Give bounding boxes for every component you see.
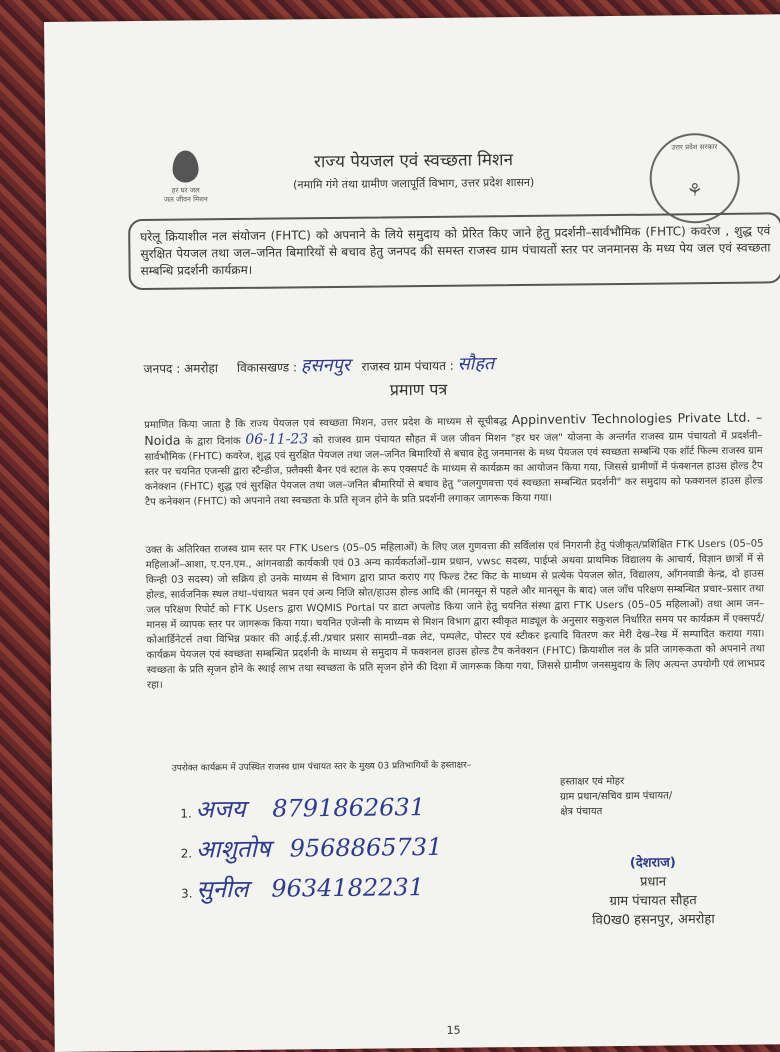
up-government-seal: उत्तर प्रदेश सरकार ⚘ [649,133,740,224]
signatory-phone: 9568865731 [289,832,443,863]
district-value: अमरोहा [184,361,219,376]
program-date: 06-11-23 [245,431,309,448]
page-subtitle: (नमामि गंगे तथा ग्रामीण जलापूर्ति विभाग, उत्तर प्रदेश शासन) [293,175,535,192]
signatories-intro: उपरोक्त कार्यक्रम में उपस्थित राजस्व ग्राम पंचायत स्तर के मुख्य 03 प्रतिभागियों के हस्ताक्षर– [171,760,472,774]
signatory-row: 3. सुनील 9634182231 [181,873,425,904]
certificate-title: प्रमाण पत्र [389,379,448,400]
pradhan-stamp [553,853,754,931]
signature-stamp-block: हस्ताक्षर एवं मोहर ग्राम प्रधान/सचिव ग्राम पंचायत/ क्षेत्र पंचायत [559,775,673,818]
signatory-name: सुनील [196,874,249,904]
signatory-row: 2. आशुतोष 9568865731 [180,832,443,864]
block-value: हसनपुर [300,354,351,377]
signatory-name: आशुतोष [195,834,271,864]
signatory-name: अजय [195,794,246,824]
signatory-row: 1. अजय 8791862631 [180,793,426,824]
signatory-phone: 8791862631 [272,793,426,823]
block-label: विकासखण्ड : [236,360,298,375]
emblem-icon: ⚘ [686,180,703,202]
pradhan-name: (देशराज) [629,855,676,871]
pradhan-block: वि0ख0 हसनपुर, अमरोहा [592,912,715,929]
agency-name: Appinventiv Technologies Private Ltd. – Noida [144,409,763,448]
district-label: जनपद : [143,361,181,376]
document-page [44,14,780,1052]
program-description-box: घरेलू क्रियाशील नल संयोजन (FHTC) को अपनाने के लिये समुदाय को प्रेरित किए जाने हेतु प्रदर्शनी–सार्वभौमिक (FHTC) कवरेज , शुद्ध एवं सुरक्षित पेयजल तथा जल–जनित बिमारियों से बचाव हेतु जनपद की समस्त राजस्व ग्राम पंचायतों स्तर पर जनमानस के मध्य पेय जल एवं स्वच्छता सम्बन्धि प्रदर्शनी कार्यक्रम। [128,212,780,290]
gram-panchayat-value: सौहत [457,353,495,375]
gram-panchayat-label: राजस्व ग्राम पंचायत : [361,358,454,374]
har-ghar-jal-logo: हर घर जल जल जीवन मिशन [155,150,216,205]
pradhan-gram-panchayat: ग्राम पंचायत सौहत [609,893,697,910]
certificate-paragraph-2: उक्त के अतिरिक्त राजस्व ग्राम स्तर पर FTK Users (05–05 महिलाओं) के लिए जल गुणवत्ता की सर्विलांस एवं निगरानी हेतु पंजीकृत/प्रशिक्षित FTK Users (05–05 महिलाओं–आशा, ए.एन.एम., आंगनवाडी कार्यकत्री एवं 03 अन्य कार्यकर्ताओं–ग्राम प्रधान, vwsc सदस्य, पाईप्से अथवा प्राथमिक विद्यालय के आचार्य, विज्ञान छात्रों में से किन्ही 03 सदस्य) जो सक्रिय हो उनके माध्यम से विभाग द्वारा प्राप्त कराए गए फिल्ड टेस्ट किट के माध्यम से प्रत्येक पेयजल स्रोत, विद्यालय, आँगनवाडी केन्द्र, दो हाउस होल्ड, सार्वजनिक स्थल तथा–पंचायत भवन एवं अन्य निजि स्रोत/हाउस होल्ड आदि की (मानसून से पहले और मानसून के बाद) जल जाँच परिक्षण सम्बन्धित प्रचार–प्रसार तथा जल परिक्षण रिपोर्ट को FTK Users द्वारा WQMIS Portal पर डाटा अपलोड किया जाने हेतु चयनित संस्था द्वारा FTK Users (05–05 महिलाओं) तथा आम जन–मानस में व्यापक स्तर पर जागरूक किया गया। चयनित एजेन्सी के माध्यम से मिशन विभाग द्वारा स्वीकृत माड्यूल के अनुसार सकुशल निर्धारित समय पर कार्यक्रम में एक्सपर्ट/कोआर्डिनेटर्स तथा विभिन्न प्रकार की आई.ई.सी./प्रचार प्रसार सामग्री–वक्र लेट, पम्पलेट, पोस्टर एवं स्टीकर इत्यादि वितरण कर मेरी देख–रेख में सम्पादित कराया गया। कार्यक्रम पेयजल एवं स्वच्छता सम्बन्धित प्रदर्शनी के माध्यम से समुदाय में फक्शनल हाउस होल्ड टैप कनेक्शन (FHTC) क्रियाशील नल के प्रति जागरूकता को अपनाने तथा स्वच्छता के प्रति सृजन होने के स्थाई लाभ तथा स्वच्छता के प्रति सृजन होने की दिशा में जागरूक किया गया, जिससे ग्रामीण जनसमुदाय के लिए अत्यन्त उपयोगी एवं लाभप्रद रहा। [145,538,765,691]
page-title: राज्य पेयजल एवं स्वच्छता मिशन [313,150,514,173]
signatory-phone: 9634182231 [271,873,425,903]
certificate-paragraph-1: प्रमाणित किया जाता है कि राज्य पेयजल एवं स्वच्छता मिशन, उत्तर प्रदेश के माध्यम से सूचीबद्ध Appinventiv Technologies Private Ltd. – Noida के द्वारा दिनांक 06-11-23 को राजस्व ग्राम पंचायत सौहत में जल जीवन मिशन "हर घर जल" योजना के अन्तर्गत राजस्व ग्राम पंचायतो में प्रदर्शनी–सार्वभौमिक (FHTC) कवरेज, शुद्ध एवं सुरक्षित पेयजल तथा जल–जनित बिमारियों से बचाव हेतु जनमानस के मध्य पेयजल एवं स्वच्छता सम्बन्धि एक शॉर्ट फिल्म राजस्व ग्राम स्तर पर चयनित एजन्सी द्वारा स्टैन्डीज, फ़्लैक्सी बैनर एवं स्टाल के रूप एक्सपर्ट के माध्यम से कार्यक्रम का आयोजन किया गया, जिससे ग्रामीणों में फंक्शनल हाउस होल्ड टैप कनेक्शन (FHTC) शुद्ध एवं सुरक्षित पेयजल तथा जल–जनित बीमारियों से बचाव हेतु "जलगुणवत्ता एवं स्वच्छता सम्बन्धित प्रदर्शनी" कर समुदाय को फक्शनल हाउस होल्ड टैप कनेक्शन (FHTC) को अपनाने तथा स्वच्छता के प्रति सृजन होने के प्रति प्रदर्शनी लगाकर जागरूक किया गया। [144,409,763,508]
page-number: 15 [446,1023,461,1037]
location-fields [143,351,494,379]
pradhan-designation: प्रधान [639,874,667,890]
